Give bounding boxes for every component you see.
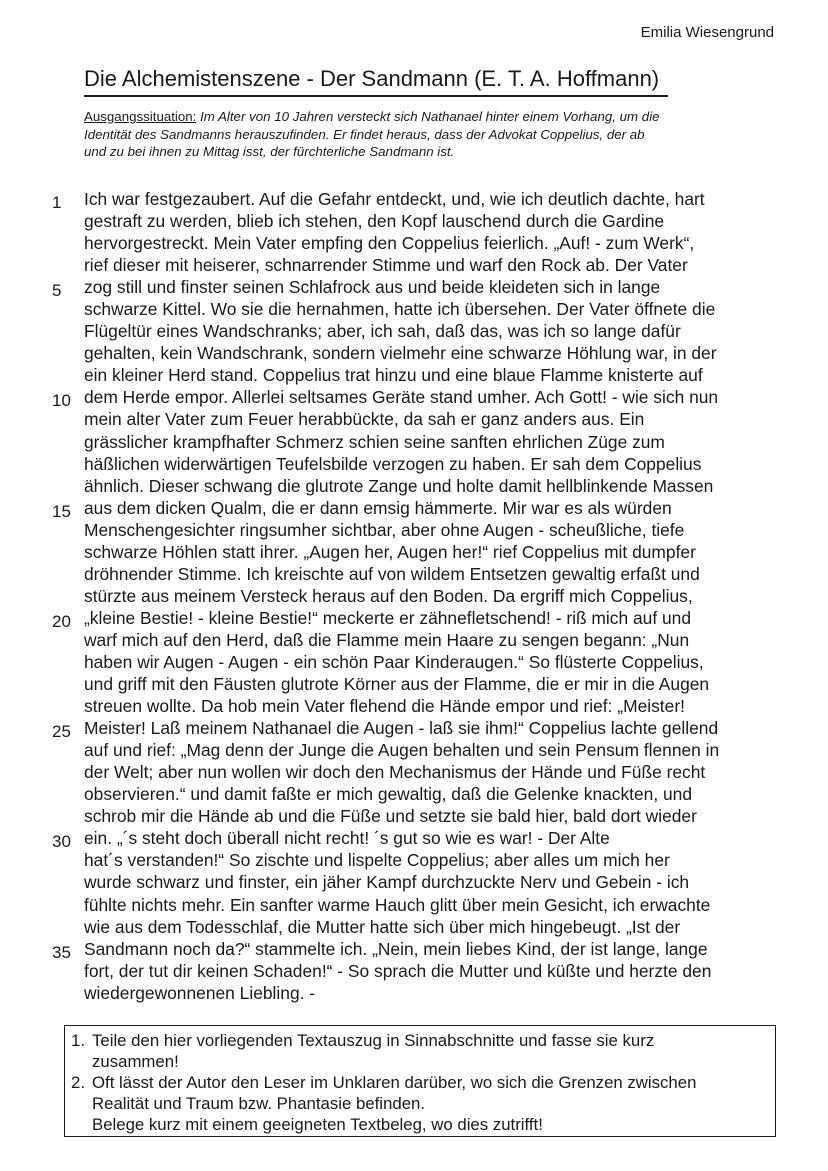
- text-line: [0, 386, 828, 411]
- line-text: warf mich auf den Herd, daß die Flamme mein Haare zu sengen begann: „Nun: [84, 629, 690, 650]
- text-line: [0, 320, 828, 342]
- text-line: [0, 894, 828, 916]
- text-line: [0, 563, 828, 585]
- line-text: schwarze Kittel. Wo sie die hernahmen, hatte ich übersehen. Der Vater öffnete die: [84, 299, 716, 320]
- intro-line: und zu bei ihnen zu Mittag isst, der fürchterliche Sandmann ist.: [84, 144, 455, 159]
- task-text: Oft lässt der Autor den Leser im Unklaren darüber, wo sich die Grenzen zwischen: [92, 1073, 697, 1092]
- text-line: [0, 871, 828, 893]
- task-number: 1.: [71, 1031, 85, 1050]
- task-text: Realität und Traum bzw. Phantasie befinden.: [92, 1094, 426, 1113]
- intro-line: Identität des Sandmanns herauszufinden. Er findet heraus, dass der Advokat Coppelius, der ab: [84, 126, 645, 142]
- line-text: fort, der tut dir keinen Schaden!“ - So sprach die Mutter und küßte und herzte den: [84, 960, 712, 981]
- line-text: fühlte nichts mehr. Ein sanfter warme Hauch glitt über mein Gesicht, ich erwachte: [84, 894, 711, 915]
- text-line: [0, 453, 828, 475]
- line-text: haben wir Augen - Augen - ein schön Paar Kinderaugen.“ So flüsterte Coppelius,: [84, 651, 704, 672]
- text-line: [0, 408, 828, 430]
- line-text: wiedergewonnenen Liebling. -: [84, 982, 316, 1003]
- intro-label: Ausgangssituation:: [84, 109, 197, 124]
- task-text: Teile den hier vorliegenden Textauszug in Sinnabschnitte und fasse sie kurz: [92, 1031, 655, 1050]
- text-line: [0, 761, 828, 783]
- line-text: ähnlich. Dieser schwang die glutrote Zange und holte damit hellblinkende Massen: [84, 475, 714, 496]
- line-text: „kleine Bestie! - kleine Bestie!“ meckerte er zähnefletschend! - riß mich auf und: [84, 607, 692, 628]
- task-box: [64, 1025, 776, 1137]
- line-number: 35: [52, 942, 71, 962]
- line-number: 20: [52, 611, 71, 631]
- text-line: [0, 651, 828, 673]
- text-line: [0, 717, 828, 742]
- text-line: [0, 298, 828, 320]
- text-line: [0, 827, 828, 852]
- text-line: [0, 916, 828, 938]
- intro-block: [84, 108, 764, 161]
- line-text: observieren.“ und damit faßte er mich gewaltig, daß die Gelenke knackten, und: [84, 784, 693, 805]
- text-line: [0, 210, 828, 232]
- line-text: Ich war festgezaubert. Auf die Gefahr entdeckt, und, wie ich deutlich dachte, hart: [84, 189, 705, 209]
- text-line: [0, 982, 828, 1004]
- line-text: wurde schwarz und finster, ein jäher Kampf durchzuckte Nerv und Gebein - ich: [84, 872, 690, 893]
- line-number: 1: [52, 193, 62, 212]
- line-text: Menschengesichter ringsumher sichtbar, aber ohne Augen - scheußliche, tiefe: [84, 519, 685, 540]
- text-line: [0, 607, 828, 629]
- line-number: 15: [52, 501, 71, 521]
- line-text: streuen wollte. Da hob mein Vater flehend die Hände empor und rief: „Meister!: [84, 696, 685, 717]
- line-text: gestraft zu werden, blieb ich stehen, den Kopf lauschend durch die Gardine: [84, 211, 665, 232]
- text-line: [0, 232, 828, 254]
- text-line: [0, 431, 828, 453]
- line-text: stürzte aus meinem Versteck heraus auf den Boden. Da ergriff mich Coppelius,: [84, 585, 693, 606]
- text-line: [0, 938, 828, 960]
- line-text: zog still und finster seinen Schlafrock aus und beide kleideten sich in lange: [84, 277, 661, 298]
- text-line: [0, 673, 828, 695]
- page-title: Die Alchemistenszene - Der Sandmann (E. T. A. Hoffmann): [84, 64, 668, 97]
- task-text: Belege kurz mit einem geeigneten Textbeleg, wo dies zutrifft!: [92, 1115, 543, 1134]
- line-text: dem Herde empor. Allerlei seltsames Geräte stand umher. Ach Gott! - wie sich nun: [84, 387, 719, 408]
- line-text: Flügeltür eines Wandschranks; aber, ich sah, daß das, was ich so lange dafür: [84, 321, 681, 342]
- line-text: mein alter Vater zum Feuer herabbückte, da sah er ganz anders aus. Ein: [84, 409, 645, 430]
- line-text: gehalten, kein Wandschrank, sondern vielmehr eine schwarze Höhlung war, in der: [84, 343, 717, 364]
- line-text: schwarze Höhlen statt ihrer. „Augen her, Augen her!“ rief Coppelius mit dumpfer: [84, 541, 696, 562]
- text-line: [0, 497, 828, 519]
- text-line: [0, 188, 828, 210]
- intro-line: Im Alter von 10 Jahren versteckt sich Nathanael hinter einem Vorhang, um die: [196, 109, 660, 124]
- text-line: [0, 364, 828, 386]
- line-text: dröhnender Stimme. Ich kreischte auf von wildem Entsetzen gewaltig erfaßt und: [84, 563, 700, 584]
- line-text: häßlichen widerwärtigen Teufelsbilde verzogen zu haben. Er sah dem Coppelius: [84, 453, 702, 474]
- line-text: Meister! Laß meinem Nathanael die Augen - laß sie ihm!“ Coppelius lachte gellend: [84, 718, 719, 739]
- text-line: [0, 475, 828, 497]
- line-number: 5: [52, 281, 62, 301]
- text-line: [0, 254, 828, 276]
- text-line: [0, 276, 828, 301]
- line-text: schrob mir die Hände ab und die Füße und setzte sie bald hier, bald dort wieder: [84, 806, 697, 827]
- task-number: 2.: [71, 1073, 85, 1092]
- line-text: der Welt; aber nun wollen wir doch den Mechanismus der Hände und Füße recht: [84, 762, 706, 783]
- line-text: Sandmann noch da?“ stammelte ich. „Nein, mein liebes Kind, der ist lange, lange: [84, 938, 708, 959]
- text-line: [0, 805, 828, 827]
- text-excerpt: [0, 188, 828, 1004]
- text-line: [0, 541, 828, 563]
- task-text: zusammen!: [92, 1052, 179, 1071]
- text-line: [0, 960, 828, 982]
- line-text: grässlicher krampfhafter Schmerz schien seine sanften ehrlichen Züge zum: [84, 431, 665, 452]
- line-text: hervorgestreckt. Mein Vater empfing den Coppelius feierlich. „Auf! - zum Werk“,: [84, 233, 695, 254]
- line-number: 10: [52, 391, 71, 411]
- line-number: 30: [52, 832, 71, 852]
- text-line: [0, 629, 828, 651]
- text-line: [0, 739, 828, 761]
- text-line: [0, 585, 828, 607]
- line-text: wie aus dem Todesschlaf, die Mutter hatte sich über mich hingebeugt. „Ist der: [84, 916, 681, 937]
- line-text: aus dem dicken Qualm, die er dann emsig hämmerte. Mir war es als würden: [84, 497, 672, 518]
- line-text: ein. „´s steht doch überall nicht recht! ´s gut so wie es war! - Der Alte: [84, 828, 610, 849]
- text-line: [0, 783, 828, 805]
- line-text: rief dieser mit heiserer, schnarrender Stimme und warf den Rock ab. Der Vater: [84, 255, 688, 276]
- author-name: Emilia Wiesengrund: [640, 24, 774, 41]
- text-line: [0, 342, 828, 364]
- line-text: auf und rief: „Mag denn der Junge die Augen behalten und sein Pensum flennen in: [84, 740, 720, 761]
- line-number: 25: [52, 722, 71, 742]
- text-line: [0, 519, 828, 541]
- line-text: ein kleiner Herd stand. Coppelius trat hinzu und eine blaue Flamme knisterte auf: [84, 365, 703, 386]
- line-text: hat´s verstanden!“ So zischte und lispelte Coppelius; aber alles um mich her: [84, 850, 670, 871]
- line-text: und griff mit den Fäusten glutrote Körner aus der Flamme, die er mir in die Augen: [84, 674, 710, 695]
- text-line: [0, 849, 828, 871]
- text-line: [0, 695, 828, 717]
